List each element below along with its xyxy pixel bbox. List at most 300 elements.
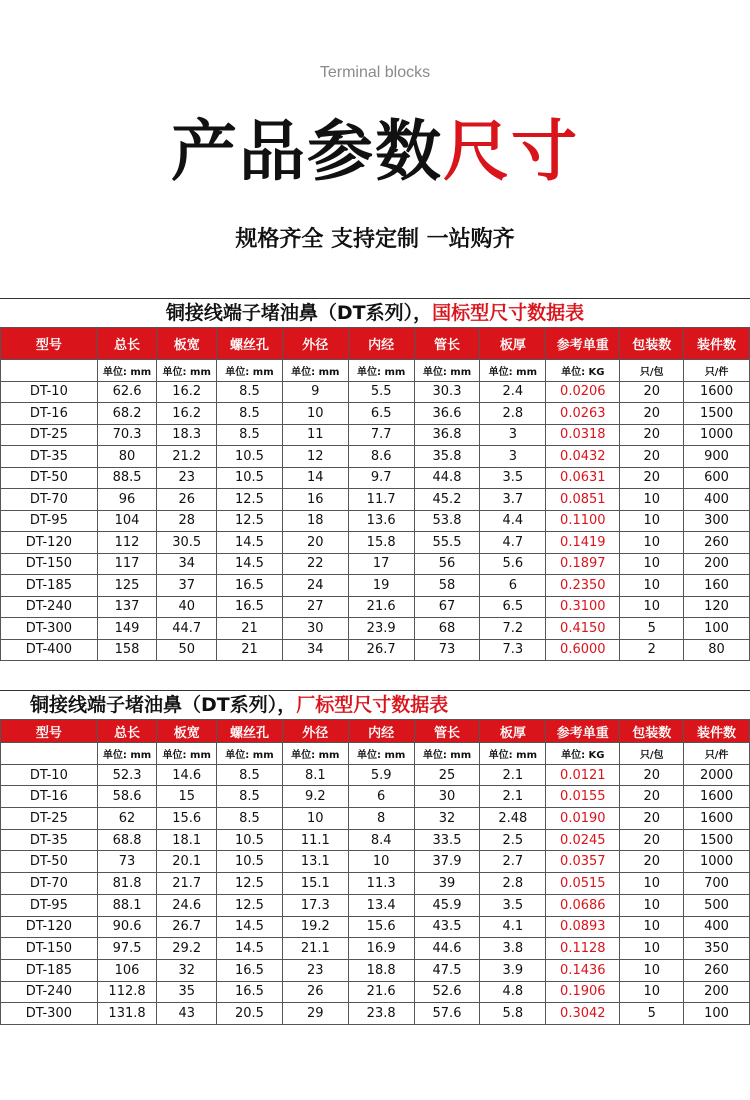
table-cell: 80	[97, 446, 157, 468]
table-cell: 10	[282, 808, 348, 830]
table-cell: 26	[282, 981, 348, 1003]
table-cell: 5.8	[480, 1003, 546, 1025]
column-header: 板宽	[157, 328, 217, 360]
unit-cell: 单位: mm	[157, 743, 217, 765]
unit-cell	[1, 360, 98, 382]
table-cell: 4.7	[480, 532, 546, 554]
table-cell: 21.7	[157, 873, 217, 895]
column-header: 内经	[348, 328, 414, 360]
table-cell: 0.1897	[546, 553, 620, 575]
model-cell: DT-300	[1, 618, 98, 640]
table-cell: 19.2	[282, 916, 348, 938]
table-cell: 67	[414, 596, 480, 618]
table-cell: 8	[348, 808, 414, 830]
column-header: 板厚	[480, 328, 546, 360]
header-row	[1, 720, 750, 743]
table-cell: 10	[348, 851, 414, 873]
table-cell: 7.2	[480, 618, 546, 640]
table-cell: 20.5	[217, 1003, 283, 1025]
table-row	[1, 467, 750, 489]
table-cell: 81.8	[97, 873, 157, 895]
column-header: 装件数	[684, 720, 750, 743]
table-cell: 0.1906	[546, 981, 620, 1003]
column-header: 型号	[1, 328, 98, 360]
table-cell: 131.8	[97, 1003, 157, 1025]
table-cell: 112.8	[97, 981, 157, 1003]
unit-cell: 单位: mm	[414, 743, 480, 765]
unit-row	[1, 743, 750, 765]
table-cell: 30.5	[157, 532, 217, 554]
table-cell: 20	[620, 424, 684, 446]
tagline: 规格齐全 支持定制 一站购齐	[235, 227, 515, 252]
table-row	[1, 894, 750, 916]
table-cell: 2.7	[480, 851, 546, 873]
table-cell: 0.1419	[546, 532, 620, 554]
table-cell: 32	[414, 808, 480, 830]
table-title-red: 厂标型尺寸数据表	[296, 694, 449, 716]
table-cell: 4.4	[480, 510, 546, 532]
table-cell: 900	[684, 446, 750, 468]
table-row	[1, 532, 750, 554]
table-cell: 12	[282, 446, 348, 468]
table-cell: 0.0155	[546, 786, 620, 808]
table-cell: 0.1128	[546, 938, 620, 960]
table-cell: 1500	[684, 403, 750, 425]
table-row	[1, 596, 750, 618]
column-header: 外径	[282, 720, 348, 743]
table-cell: 22	[282, 553, 348, 575]
table-cell: 3.8	[480, 938, 546, 960]
table-cell: 23.8	[348, 1003, 414, 1025]
table-cell: 20	[620, 808, 684, 830]
table-cell: 12.5	[217, 894, 283, 916]
table-cell: 68.8	[97, 829, 157, 851]
page-title-red: 尺寸	[443, 113, 579, 190]
table-cell: 5	[620, 1003, 684, 1025]
table-row	[1, 786, 750, 808]
unit-cell: 单位: mm	[480, 743, 546, 765]
table-cell: 68	[414, 618, 480, 640]
table-cell: 8.5	[217, 808, 283, 830]
model-cell: DT-400	[1, 639, 98, 661]
table-cell: 30	[282, 618, 348, 640]
table-row	[1, 639, 750, 661]
table-cell: 2.4	[480, 381, 546, 403]
table-cell: 36.8	[414, 424, 480, 446]
table-cell: 12.5	[217, 873, 283, 895]
table-cell: 15.6	[157, 808, 217, 830]
table-cell: 14	[282, 467, 348, 489]
table-cell: 3	[480, 424, 546, 446]
model-cell: DT-50	[1, 467, 98, 489]
page-title	[0, 112, 750, 192]
table-cell: 8.6	[348, 446, 414, 468]
column-header: 装件数	[684, 328, 750, 360]
table-cell: 7.7	[348, 424, 414, 446]
table-cell: 3.7	[480, 489, 546, 511]
unit-cell: 单位: mm	[414, 360, 480, 382]
model-cell: DT-50	[1, 851, 98, 873]
table-cell: 50	[157, 639, 217, 661]
table-cell: 23.9	[348, 618, 414, 640]
table-cell: 1000	[684, 851, 750, 873]
model-cell: DT-120	[1, 532, 98, 554]
table-cell: 10	[620, 873, 684, 895]
table-cell: 160	[684, 575, 750, 597]
table-cell: 2000	[684, 764, 750, 786]
table-cell: 21.6	[348, 596, 414, 618]
table-cell: 1600	[684, 808, 750, 830]
table-cell: 14.5	[217, 938, 283, 960]
table-cell: 125	[97, 575, 157, 597]
table-cell: 10.5	[217, 829, 283, 851]
model-cell: DT-120	[1, 916, 98, 938]
unit-cell: 单位: mm	[282, 743, 348, 765]
table-cell: 15	[157, 786, 217, 808]
model-cell: DT-25	[1, 424, 98, 446]
table-cell: 9	[282, 381, 348, 403]
unit-cell: 单位: mm	[217, 360, 283, 382]
column-header: 参考单重	[546, 328, 620, 360]
table-cell: 18.3	[157, 424, 217, 446]
table-cell: 8.5	[217, 786, 283, 808]
table-cell: 23	[282, 959, 348, 981]
table-cell: 15.6	[348, 916, 414, 938]
table-cell: 58	[414, 575, 480, 597]
table-cell: 62	[97, 808, 157, 830]
table-cell: 13.6	[348, 510, 414, 532]
table-cell: 29	[282, 1003, 348, 1025]
column-header: 螺丝孔	[217, 328, 283, 360]
unit-cell: 只/包	[620, 360, 684, 382]
factory-standard-table-block	[0, 690, 750, 1025]
model-cell: DT-185	[1, 959, 98, 981]
table-row	[1, 618, 750, 640]
column-header: 参考单重	[546, 720, 620, 743]
table-cell: 10	[620, 938, 684, 960]
factory-standard-table	[0, 719, 750, 1025]
table-cell: 5.5	[348, 381, 414, 403]
table-cell: 2.8	[480, 873, 546, 895]
table-cell: 39	[414, 873, 480, 895]
table-cell: 8.5	[217, 403, 283, 425]
table-cell: 16.5	[217, 575, 283, 597]
table-row	[1, 808, 750, 830]
table-cell: 0.0686	[546, 894, 620, 916]
table-cell: 2.5	[480, 829, 546, 851]
table-cell: 20	[620, 851, 684, 873]
table-cell: 44.6	[414, 938, 480, 960]
table-cell: 21.2	[157, 446, 217, 468]
table-cell: 11.3	[348, 873, 414, 895]
model-cell: DT-70	[1, 489, 98, 511]
table-cell: 57.6	[414, 1003, 480, 1025]
table-cell: 8.5	[217, 424, 283, 446]
table-cell: 28	[157, 510, 217, 532]
table-cell: 200	[684, 553, 750, 575]
table-row	[1, 489, 750, 511]
table-cell: 73	[414, 639, 480, 661]
table-cell: 26.7	[348, 639, 414, 661]
table-cell: 600	[684, 467, 750, 489]
table-cell: 16	[282, 489, 348, 511]
table-cell: 10	[620, 489, 684, 511]
table-row	[1, 851, 750, 873]
table-cell: 34	[282, 639, 348, 661]
table-cell: 32	[157, 959, 217, 981]
model-cell: DT-25	[1, 808, 98, 830]
table-cell: 117	[97, 553, 157, 575]
table-cell: 12.5	[217, 510, 283, 532]
table-cell: 20	[620, 764, 684, 786]
column-header: 包装数	[620, 328, 684, 360]
table-cell: 10	[620, 981, 684, 1003]
unit-cell: 单位: mm	[217, 743, 283, 765]
table-cell: 68.2	[97, 403, 157, 425]
unit-cell: 单位: KG	[546, 743, 620, 765]
unit-cell: 只/件	[684, 360, 750, 382]
table-cell: 10	[620, 916, 684, 938]
table-cell: 21.1	[282, 938, 348, 960]
table-row	[1, 938, 750, 960]
table-row	[1, 959, 750, 981]
table-cell: 58.6	[97, 786, 157, 808]
table-cell: 24.6	[157, 894, 217, 916]
model-cell: DT-240	[1, 596, 98, 618]
column-header: 总长	[97, 328, 157, 360]
table-cell: 5.6	[480, 553, 546, 575]
table-cell: 2.48	[480, 808, 546, 830]
column-header: 管长	[414, 720, 480, 743]
model-cell: DT-10	[1, 764, 98, 786]
table-cell: 30.3	[414, 381, 480, 403]
table-cell: 12.5	[217, 489, 283, 511]
table-cell: 120	[684, 596, 750, 618]
table-cell: 14.5	[217, 916, 283, 938]
table-cell: 14.6	[157, 764, 217, 786]
unit-cell	[1, 743, 98, 765]
table-title-black: 铜接线端子堵油鼻（DT系列），	[165, 302, 433, 324]
table-cell: 0.6000	[546, 639, 620, 661]
unit-cell: 单位: mm	[97, 743, 157, 765]
table-cell: 47.5	[414, 959, 480, 981]
table-cell: 10	[620, 596, 684, 618]
table-cell: 10.5	[217, 446, 283, 468]
table-cell: 6	[480, 575, 546, 597]
table-cell: 10	[620, 532, 684, 554]
table-row	[1, 981, 750, 1003]
table-cell: 5.9	[348, 764, 414, 786]
column-header: 板厚	[480, 720, 546, 743]
table-row	[1, 873, 750, 895]
table-cell: 21	[217, 639, 283, 661]
table-cell: 10.5	[217, 467, 283, 489]
table-cell: 260	[684, 959, 750, 981]
table-row	[1, 424, 750, 446]
table-cell: 43	[157, 1003, 217, 1025]
unit-row	[1, 360, 750, 382]
table-cell: 1500	[684, 829, 750, 851]
table-cell: 14.5	[217, 553, 283, 575]
table-cell: 70.3	[97, 424, 157, 446]
table-cell: 52.6	[414, 981, 480, 1003]
table-cell: 36.6	[414, 403, 480, 425]
table-cell: 0.4150	[546, 618, 620, 640]
table-cell: 10.5	[217, 851, 283, 873]
table-cell: 20	[620, 829, 684, 851]
table-cell: 33.5	[414, 829, 480, 851]
table-cell: 45.9	[414, 894, 480, 916]
table-cell: 26	[157, 489, 217, 511]
table-title	[0, 298, 750, 327]
unit-cell: 单位: mm	[97, 360, 157, 382]
table-row	[1, 510, 750, 532]
model-cell: DT-150	[1, 553, 98, 575]
unit-cell: 单位: mm	[348, 743, 414, 765]
column-header: 内经	[348, 720, 414, 743]
table-cell: 0.3100	[546, 596, 620, 618]
table-cell: 37	[157, 575, 217, 597]
table-cell: 400	[684, 916, 750, 938]
column-header: 螺丝孔	[217, 720, 283, 743]
table-cell: 16.2	[157, 381, 217, 403]
table-cell: 11.1	[282, 829, 348, 851]
table-cell: 96	[97, 489, 157, 511]
table-cell: 90.6	[97, 916, 157, 938]
table-cell: 0.0893	[546, 916, 620, 938]
table-cell: 350	[684, 938, 750, 960]
table-cell: 0.0121	[546, 764, 620, 786]
table-cell: 200	[684, 981, 750, 1003]
table-cell: 10	[620, 575, 684, 597]
unit-cell: 只/件	[684, 743, 750, 765]
model-cell: DT-240	[1, 981, 98, 1003]
column-header: 总长	[97, 720, 157, 743]
model-cell: DT-185	[1, 575, 98, 597]
table-row	[1, 446, 750, 468]
table-cell: 35	[157, 981, 217, 1003]
table-cell: 8.4	[348, 829, 414, 851]
model-cell: DT-35	[1, 829, 98, 851]
table-cell: 0.0318	[546, 424, 620, 446]
table-cell: 700	[684, 873, 750, 895]
model-cell: DT-300	[1, 1003, 98, 1025]
table-cell: 10	[620, 510, 684, 532]
table-cell: 0.0515	[546, 873, 620, 895]
table-cell: 15.1	[282, 873, 348, 895]
table-cell: 100	[684, 1003, 750, 1025]
table-cell: 5	[620, 618, 684, 640]
table-cell: 20	[620, 467, 684, 489]
table-cell: 149	[97, 618, 157, 640]
table-cell: 25	[414, 764, 480, 786]
table-cell: 16.5	[217, 959, 283, 981]
table-cell: 300	[684, 510, 750, 532]
subtitle-english: Terminal blocks	[319, 64, 431, 81]
table-cell: 8.5	[217, 381, 283, 403]
table-cell: 56	[414, 553, 480, 575]
column-header: 板宽	[157, 720, 217, 743]
unit-cell: 单位: mm	[282, 360, 348, 382]
table-title-black: 铜接线端子堵油鼻（DT系列），	[30, 694, 297, 716]
table-cell: 2.1	[480, 764, 546, 786]
table-cell: 34	[157, 553, 217, 575]
table-cell: 53.8	[414, 510, 480, 532]
table-cell: 44.8	[414, 467, 480, 489]
table-cell: 10	[620, 894, 684, 916]
table-cell: 0.0357	[546, 851, 620, 873]
table-cell: 88.5	[97, 467, 157, 489]
table-cell: 3.5	[480, 894, 546, 916]
table-cell: 0.2350	[546, 575, 620, 597]
table-cell: 4.8	[480, 981, 546, 1003]
table-cell: 97.5	[97, 938, 157, 960]
table-cell: 1600	[684, 786, 750, 808]
table-cell: 10	[620, 959, 684, 981]
table-cell: 20.1	[157, 851, 217, 873]
table-cell: 62.6	[97, 381, 157, 403]
model-cell: DT-16	[1, 786, 98, 808]
table-cell: 35.8	[414, 446, 480, 468]
table-cell: 73	[97, 851, 157, 873]
table-cell: 0.3042	[546, 1003, 620, 1025]
table-cell: 52.3	[97, 764, 157, 786]
table-cell: 55.5	[414, 532, 480, 554]
table-cell: 6.5	[480, 596, 546, 618]
unit-cell: 单位: mm	[480, 360, 546, 382]
table-cell: 10	[282, 403, 348, 425]
model-cell: DT-70	[1, 873, 98, 895]
table-cell: 3.5	[480, 467, 546, 489]
table-cell: 0.0263	[546, 403, 620, 425]
unit-cell: 单位: mm	[348, 360, 414, 382]
table-cell: 26.7	[157, 916, 217, 938]
table-title	[0, 690, 750, 719]
table-cell: 6.5	[348, 403, 414, 425]
table-cell: 8.5	[217, 764, 283, 786]
table-cell: 0.0432	[546, 446, 620, 468]
header-row	[1, 328, 750, 360]
national-standard-table-block	[0, 298, 750, 661]
table-cell: 3.9	[480, 959, 546, 981]
table-cell: 18.1	[157, 829, 217, 851]
table-row	[1, 764, 750, 786]
table-cell: 13.4	[348, 894, 414, 916]
table-cell: 400	[684, 489, 750, 511]
table-cell: 0.1100	[546, 510, 620, 532]
table-cell: 137	[97, 596, 157, 618]
table-cell: 3	[480, 446, 546, 468]
table-cell: 23	[157, 467, 217, 489]
column-header: 管长	[414, 328, 480, 360]
table-cell: 0.0190	[546, 808, 620, 830]
table-cell: 0.0631	[546, 467, 620, 489]
page-title-black: 产品参数	[171, 113, 443, 190]
table-row	[1, 916, 750, 938]
table-cell: 16.5	[217, 596, 283, 618]
table-cell: 21.6	[348, 981, 414, 1003]
table-cell: 17	[348, 553, 414, 575]
table-cell: 40	[157, 596, 217, 618]
table-cell: 0.0206	[546, 381, 620, 403]
table-cell: 43.5	[414, 916, 480, 938]
model-cell: DT-95	[1, 894, 98, 916]
column-header: 型号	[1, 720, 98, 743]
table-cell: 18	[282, 510, 348, 532]
table-cell: 37.9	[414, 851, 480, 873]
unit-cell: 单位: mm	[157, 360, 217, 382]
table-cell: 20	[620, 403, 684, 425]
